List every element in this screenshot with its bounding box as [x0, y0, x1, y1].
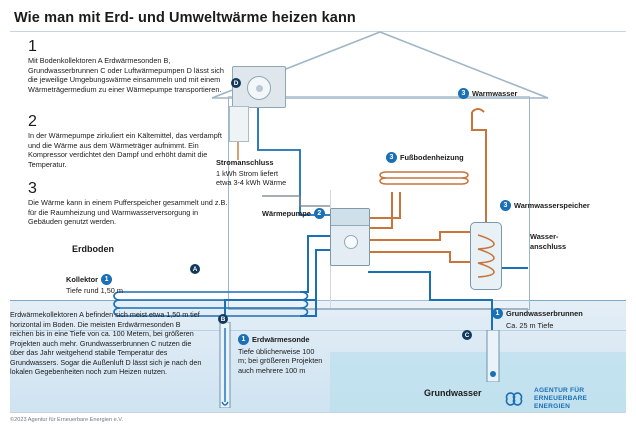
- label-waermepumpe-number: 2: [314, 208, 325, 219]
- label-wasseranschluss-line2: anschluss: [530, 242, 567, 251]
- logo-line-1: AGENTUR FÜR: [534, 386, 585, 394]
- label-waermepumpe: [262, 208, 325, 219]
- label-fussbodenheizung-number: 3: [386, 152, 397, 163]
- label-grundwasserbrunnen-sub: Ca. 25 m Tiefe: [506, 321, 554, 330]
- bullet-1-text: Mit Bodenkollektoren A Erdwärmesonden B, Grundwasserbrunnen C oder Luftwärmepumpen D lässt sich die jeweilige Umgebungswärme einsammeln und mit einem Wärmeträgermedium zu einer Wärmepumpe transportieren.: [28, 56, 224, 95]
- label-warmwasser-title: Warmwasser: [472, 89, 518, 98]
- bullet-item-1: [28, 38, 228, 95]
- borehole-probe: [214, 322, 236, 408]
- label-kollektor-sub: Tiefe rund 1,50 m: [66, 286, 123, 295]
- label-grundwasserbrunnen: [492, 308, 583, 319]
- marker-d: D: [231, 78, 241, 88]
- label-stromanschluss-title: Stromanschluss: [216, 158, 274, 167]
- air-source-heat-pump-unit: [232, 66, 286, 108]
- groundwater-well: [480, 330, 506, 382]
- bullet-item-3: [28, 180, 228, 227]
- radiator: [229, 106, 249, 142]
- label-grundwasserbrunnen-number: 1: [492, 308, 503, 319]
- bullet-3-text: Die Wärme kann in einem Pufferspeicher gesammelt und z.B. für die Raumheizung und Warmwasserversorgung in Gebäuden genutzt werden.: [28, 198, 228, 227]
- house-floor-line: [228, 308, 528, 310]
- agency-logo: [500, 384, 628, 414]
- label-waermepumpe-title: Wärmepumpe: [262, 209, 311, 218]
- label-kollektor-title: Kollektor: [66, 275, 99, 284]
- label-erdwaermesonde-title: Erdwärmesonde: [252, 335, 310, 344]
- label-erdboden: Erdboden: [72, 244, 114, 254]
- tank-coil-icon: [475, 231, 497, 281]
- label-grundwasser: Grundwasser: [424, 388, 482, 398]
- bullet-2-number: 2: [28, 113, 37, 130]
- logo-line-2: ERNEUERBARE: [534, 394, 588, 402]
- bullet-2-text: In der Wärmepumpe zirkuliert ein Kältemittel, das verdampft und die Wärme aus dem Wärmeträger aufnimmt. Ein Kompressor verdichtet den Dampf und erhöht damit die Temperatur.: [28, 131, 222, 170]
- fan-icon: [247, 76, 271, 100]
- label-fussbodenheizung-title: Fußbodenheizung: [400, 153, 464, 162]
- marker-b: B: [218, 314, 228, 324]
- infinity-icon: [500, 391, 528, 407]
- label-warmwasser: [458, 88, 517, 99]
- marker-c: C: [462, 330, 472, 340]
- label-stromanschluss-line1: 1 kWh Strom liefert: [216, 169, 279, 178]
- heat-pump-unit: [330, 208, 370, 266]
- bullet-3-number: 3: [28, 180, 37, 197]
- label-kollektor-number: 1: [101, 274, 112, 285]
- hot-water-storage-tank: [470, 222, 502, 290]
- label-wasseranschluss-line1: Wasser-: [530, 232, 559, 241]
- agency-logo-text: [534, 387, 587, 412]
- label-fussbodenheizung: [386, 152, 464, 163]
- heat-pump-top: [331, 209, 369, 226]
- label-grundwasserbrunnen-title: Grundwasserbrunnen: [506, 309, 583, 318]
- label-stromanschluss-line2: etwa 3-4 kWh Wärme: [216, 178, 287, 187]
- label-warmwasserspeicher-number: 3: [500, 200, 511, 211]
- bullet-1-number: 1: [28, 38, 37, 55]
- label-kollektor: [66, 274, 112, 285]
- page-title: Wie man mit Erd- und Umweltwärme heizen kann: [14, 10, 356, 26]
- label-warmwasser-number: 3: [458, 88, 469, 99]
- label-erdwaermesonde-number: 1: [238, 334, 249, 345]
- label-warmwasserspeicher-title: Warmwasserspeicher: [514, 201, 590, 210]
- marker-a: A: [190, 264, 200, 274]
- bullet-item-2: [28, 113, 228, 170]
- label-erdwaermesonde-sub: Tiefe üblicherweise 100 m; bei größeren Projekten auch mehrere 100 m: [238, 347, 323, 375]
- label-erdwaermesonde: [238, 334, 310, 345]
- logo-line-3: ENERGIEN: [534, 403, 571, 411]
- copyright-text: ©2023 Agentur für Erneuerbare Energien e.V.: [10, 417, 124, 423]
- label-warmwasserspeicher: [500, 200, 590, 211]
- heat-pump-dial: [344, 235, 358, 249]
- bottom-paragraph: Erdwärmekollektoren A befinden sich meist etwa 1,50 m tief horizontal im Boden. Die meisten Erdwärmesonden B reichen bis in eine Tiefe von ca. 100 Metern, bei größeren Projekten auch mehr. Grundwasserbrunnen C nutzen die über das Jahr weitgehend stabile Temperatur des Grundwassers. Sogar die Außenluft D lässt sich je nach den lokalen Gegebenheiten noch zum Heizen nutzen.: [10, 310, 202, 377]
